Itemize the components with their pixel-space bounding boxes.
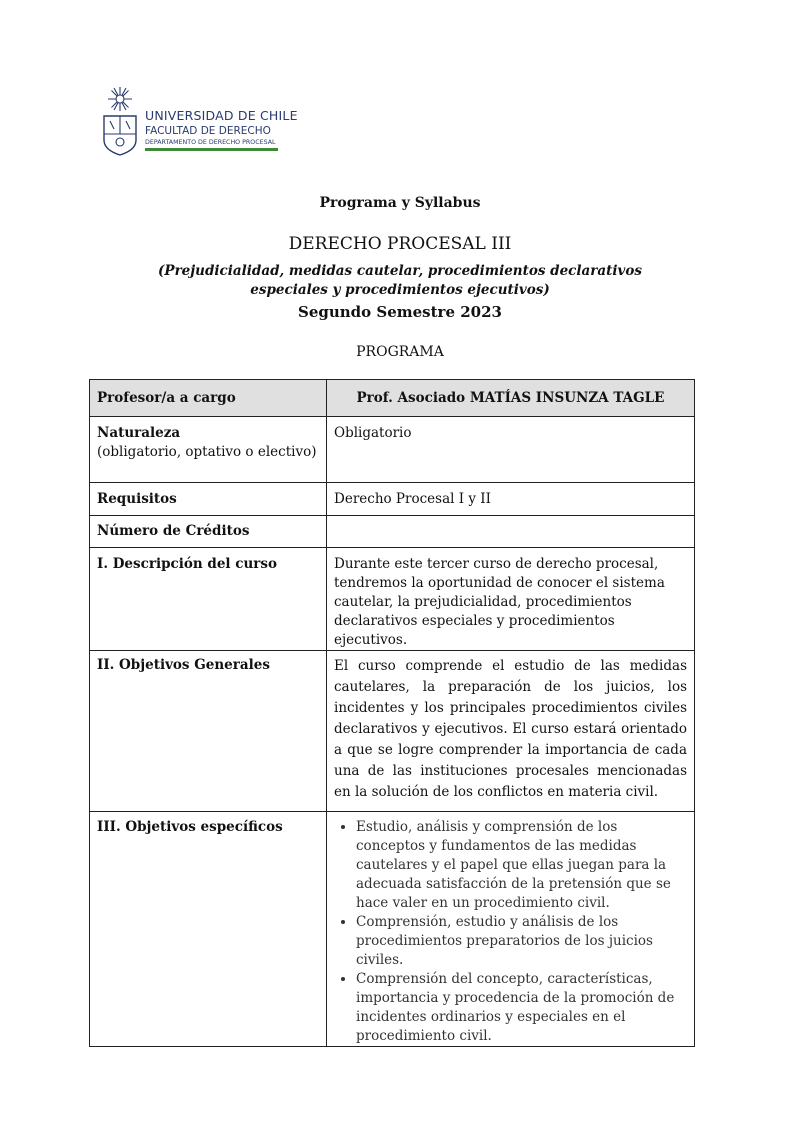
department-name: DEPARTAMENTO DE DERECHO PROCESAL — [145, 139, 276, 146]
nature-hint: (obligatorio, optativo o electivo) — [97, 444, 317, 460]
specific-objectives-label: III. Objetivos específicos — [90, 812, 327, 1047]
description-label: I. Descripción del curso — [90, 548, 327, 651]
university-crest-icon — [100, 84, 140, 158]
university-name: UNIVERSIDAD DE CHILE — [145, 108, 298, 123]
faculty-name: FACULTAD DE DERECHO — [145, 125, 271, 137]
table-row — [90, 380, 695, 417]
program-label: Programa y Syllabus — [319, 195, 481, 211]
professor-value: Prof. Asociado MATÍAS INSUNZA TAGLE — [327, 380, 695, 417]
general-objectives-value: El curso comprende el estudio de las medidas cautelares, la preparación de los juicios, los incidentes y los principales procedimientos civiles declarativos y ejecutivos. El curso estará orientado a que se logre comprender la importancia de cada una de las instituciones procesales mencionadas en la solución de los conflictos en materia civil. — [327, 651, 695, 812]
general-objectives-label: II. Objetivos Generales — [90, 651, 327, 812]
requirements-label: Requisitos — [90, 483, 327, 516]
requirements-value: Derecho Procesal I y II — [327, 483, 695, 516]
table-row — [90, 812, 695, 1047]
professor-label: Profesor/a a cargo — [90, 380, 327, 417]
semester: Segundo Semestre 2023 — [298, 303, 502, 321]
table-row — [90, 548, 695, 651]
table-row — [90, 516, 695, 548]
table-row — [90, 417, 695, 483]
specific-objectives-cell — [327, 812, 695, 1047]
section-heading: PROGRAMA — [356, 344, 444, 360]
description-value: Durante este tercer curso de derecho procesal, tendremos la oportunidad de conocer el sistema cautelar, la prejudicialidad, procedimientos declarativos especiales y procedimientos ejecutivos. — [327, 548, 695, 651]
nature-cell — [90, 417, 327, 483]
credits-value — [327, 516, 695, 548]
course-subtitle: (Prejudicialidad, medidas cautelar, procedimientos declarativos especiales y procedimientos ejecutivos) — [158, 263, 642, 298]
list-item: • Estudio, análisis y comprensión de los conceptos y fundamentos de las medidas cautelares y el papel que ellas juegan para la adecuada satisfacción de la pretensión que se hace valer en un procedimiento civil. — [356, 818, 687, 913]
program-table — [89, 379, 695, 1047]
nature-label: Naturaleza — [97, 425, 181, 441]
credits-label: Número de Créditos — [90, 516, 327, 548]
nature-value: Obligatorio — [327, 417, 695, 483]
list-item: • Comprensión del concepto, características, importancia y procedencia de la promoción de incidentes ordinarios y especiales en el procedimiento civil. — [356, 970, 687, 1046]
table-row — [90, 483, 695, 516]
course-title: DERECHO PROCESAL III — [288, 234, 512, 254]
logo-underline — [145, 148, 278, 151]
table-row — [90, 651, 695, 812]
specific-objectives-list — [334, 818, 687, 1046]
university-logo — [100, 84, 300, 158]
list-item: • Comprensión, estudio y análisis de los procedimientos preparatorios de los juicios civiles. — [356, 913, 687, 970]
